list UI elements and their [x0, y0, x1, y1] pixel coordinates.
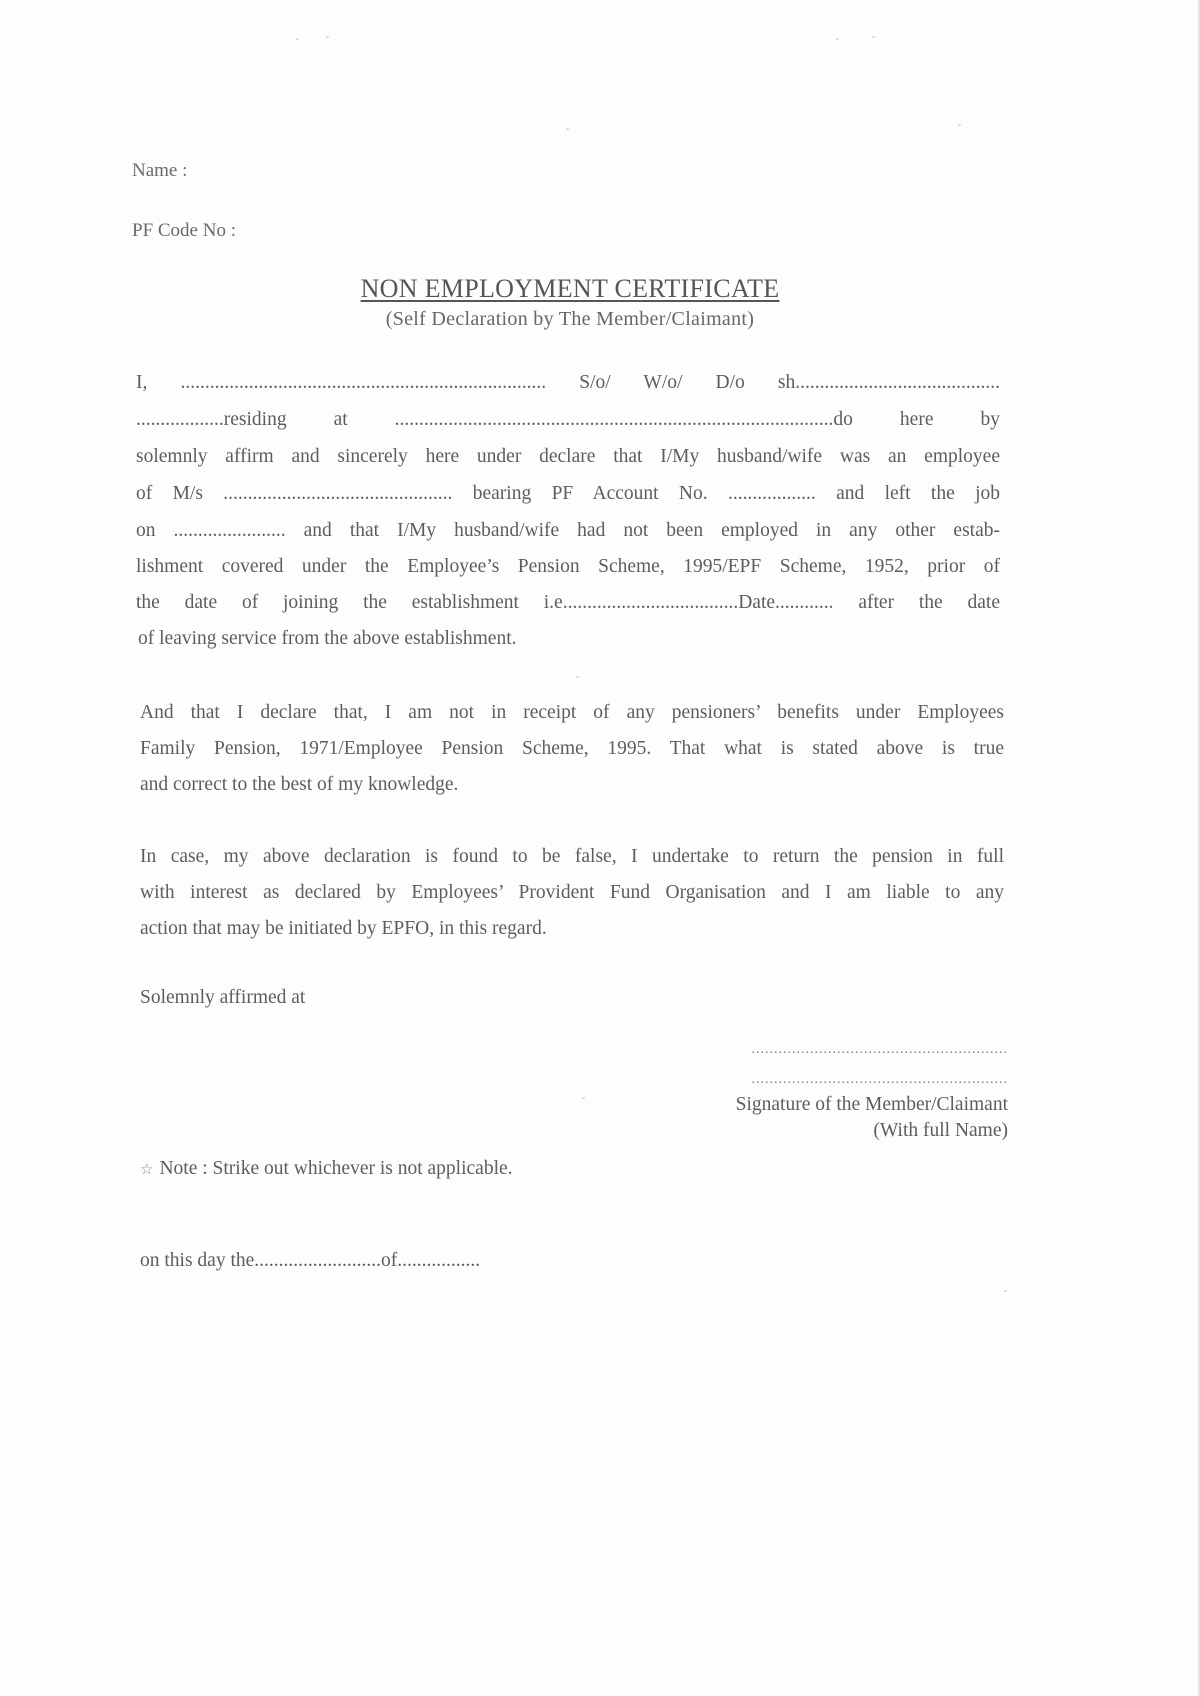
star-outline-icon: ☆: [140, 1160, 154, 1178]
name-label: Name :: [132, 160, 188, 181]
false-declaration-line: action that may be initiated by EPFO, in this regard.: [140, 918, 547, 939]
false-declaration-line: with interest as declared by Employees’ Provident Fund Organisation and I am liable to any: [140, 882, 1004, 903]
declaration-line: ..................residing at ..........................................................................................do here by: [136, 409, 1000, 430]
pension-paragraph-line: and correct to the best of my knowledge.: [140, 774, 459, 795]
scan-speck: [872, 36, 875, 38]
scan-speck: [1004, 1290, 1007, 1292]
scan-speck: [576, 676, 579, 678]
scan-speck: [958, 124, 961, 126]
false-declaration-line: In case, my above declaration is found to be false, I undertake to return the pension in full: [140, 846, 1004, 867]
pension-paragraph-line: And that I declare that, I am not in receipt of any pensioners’ benefits under Employees: [140, 702, 1004, 723]
signature-sublabel: (With full Name): [873, 1120, 1008, 1141]
scan-speck: [836, 38, 839, 40]
pension-paragraph-line: Family Pension, 1971/Employee Pension Scheme, 1995. That what is stated above is true: [140, 738, 1004, 759]
declaration-line: the date of joining the establishment i.e....................................Date............ after the date: [136, 592, 1000, 613]
signature-label: Signature of the Member/Claimant: [735, 1094, 1008, 1115]
scan-speck: [296, 38, 299, 40]
scan-speck: [566, 128, 569, 130]
date-line: on this day the..........................of.................: [140, 1250, 481, 1271]
note-text: Note : Strike out whichever is not applicable.: [159, 1158, 513, 1179]
document-title: NON EMPLOYMENT CERTIFICATE: [360, 274, 780, 303]
scan-speck: [326, 36, 329, 38]
declaration-line: of M/s ............................................... bearing PF Account No. .................. and left the job: [136, 483, 1000, 504]
signature-dots-line: .........................................................: [751, 1042, 1008, 1057]
declaration-line: lishment covered under the Employee’s Pension Scheme, 1995/EPF Scheme, 1952, prior of: [136, 556, 1000, 577]
title-block: [250, 274, 890, 331]
signature-block: [668, 1042, 1008, 1142]
note-line: [140, 1158, 513, 1180]
affirmed-at-label: Solemnly affirmed at: [140, 987, 306, 1008]
declaration-line: of leaving service from the above establishment.: [138, 628, 517, 649]
scan-speck: [582, 1097, 585, 1099]
pf-code-label: PF Code No :: [132, 220, 236, 241]
document-subtitle: (Self Declaration by The Member/Claimant): [385, 308, 755, 330]
declaration-line: solemnly affirm and sincerely here under declare that I/My husband/wife was an employee: [136, 446, 1000, 467]
signature-dots-line: .........................................................: [751, 1072, 1008, 1087]
declaration-line: I, ........................................................................... S/o/ W/o/ D/o sh..........................................: [136, 372, 1000, 393]
declaration-line: on ....................... and that I/My husband/wife had not been employed in any other estab-: [136, 520, 1000, 541]
